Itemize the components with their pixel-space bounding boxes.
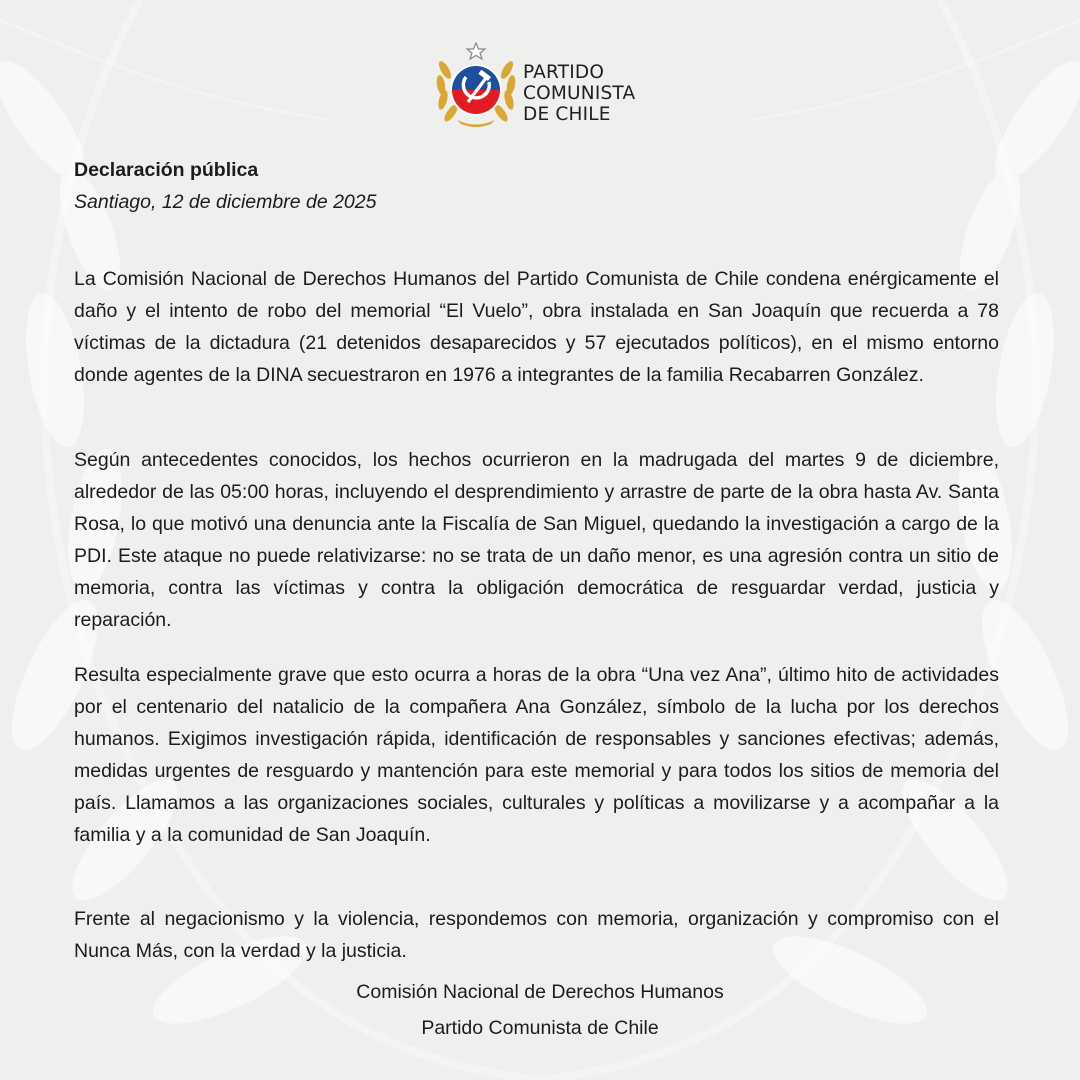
hammer-sickle-emblem-icon <box>431 42 521 130</box>
logo-line-2: COMUNISTA <box>523 83 636 104</box>
declaration-heading <box>74 154 999 218</box>
body-paragraph-4: Frente al negacionismo y la violencia, respondemos con memoria, organización y compromiso con el Nunca Más, con la verdad y la justicia. <box>74 907 999 962</box>
signature-line-2: Partido Comunista de Chile <box>421 1017 659 1039</box>
body-paragraph-2: Según antecedentes conocidos, los hechos ocurrieron en la madrugada del martes 9 de diciembre, alrededor de las 05:00 horas, incluyendo el desprendimiento y arrastre de parte de la obra hasta Av. Santa Rosa, lo que motivó una denuncia ante la Fiscalía de San Miguel, quedando la investigación a cargo de la PDI. Este ataque no puede relativizarse: no se trata de un daño menor, es una agresión contra un sitio de memoria, contra las víctimas y contra la obligación democrática de resguardar verdad, justicia y reparación. <box>74 448 999 631</box>
logo-line-1: PARTIDO <box>523 62 605 83</box>
signature-block <box>240 974 840 1046</box>
signature-line-1: Comisión Nacional de Derechos Humanos <box>356 981 724 1003</box>
declaration-title: Declaración pública <box>74 159 259 181</box>
party-logo <box>431 42 661 130</box>
logo-line-3: DE CHILE <box>523 104 611 125</box>
body-paragraph-3: Resulta especialmente grave que esto ocurra a horas de la obra “Una vez Ana”, último hito de actividades por el centenario del natalicio de la compañera Ana González, símbolo de la lucha por los derechos humanos. Exigimos investigación rápida, identificación de responsables y sanciones efectivas; además, medidas urgentes de resguardo y mantención para este memorial y para todos los sitios de memoria del país. Llamamos a las organizaciones sociales, culturales y políticas a movilizarse y a acompañar a la familia y a la comunidad de San Joaquín. <box>74 663 999 846</box>
declaration-date: Santiago, 12 de diciembre de 2025 <box>74 191 377 213</box>
body-paragraph-1: La Comisión Nacional de Derechos Humanos del Partido Comunista de Chile condena enérgicamente el daño y el intento de robo del memorial “El Vuelo”, obra instalada en San Joaquín que recuerda a 78 víctimas de la dictadura (21 detenidos desaparecidos y 57 ejecutados políticos), en el mismo entorno donde agentes de la DINA secuestraron en 1976 a integrantes de la familia Recabarren González. <box>74 267 999 386</box>
logo-wordmark <box>523 62 659 125</box>
